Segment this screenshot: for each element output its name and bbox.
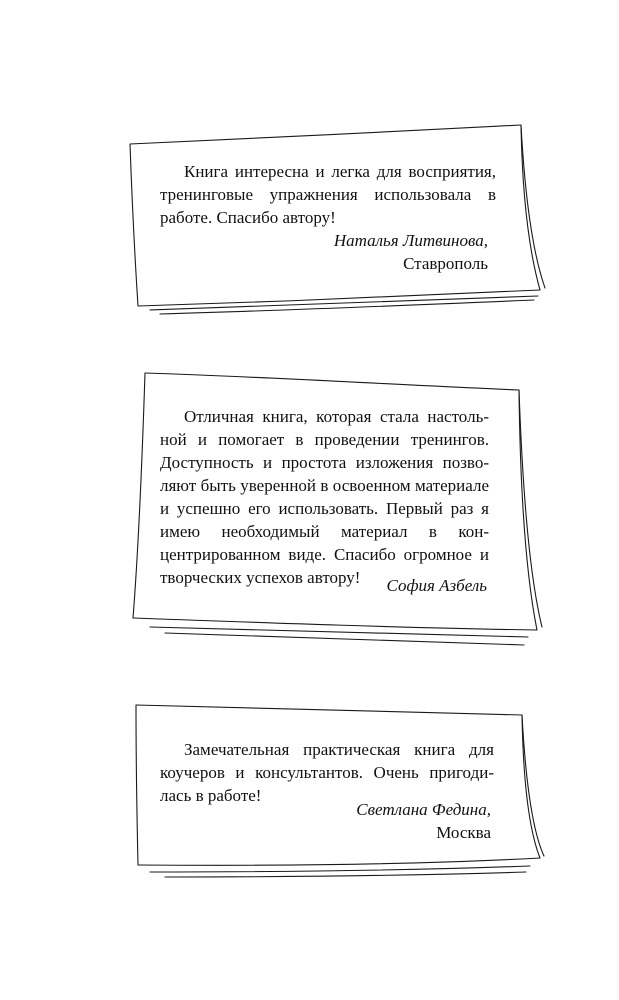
review-text: Замечательная практическая книга для коучеров и консультантов. Очень пригодилась в работе! xyxy=(160,740,494,805)
review-card-3 xyxy=(0,700,619,890)
review-author: Наталья Литвинова, xyxy=(333,231,488,250)
review-signature xyxy=(160,574,487,597)
review-signature xyxy=(160,229,488,275)
review-card-2 xyxy=(0,365,619,655)
review-author: София Азбель xyxy=(386,576,487,595)
review-city: Ставрополь xyxy=(403,254,488,273)
review-author: Светлана Федина, xyxy=(356,800,491,819)
review-signature xyxy=(160,798,491,844)
review-text: Книга интересна и легка для восприятия, тренинговые упражнения использовала в работе. Спасибо автору! xyxy=(160,162,496,227)
review-text: Отличная книга, которая стала настольной и помогает в проведении тренингов. Доступность и простота изложения позволяют быть уверенной в освоенном материале и успешно его использовать. Первый раз я имею необходимый материал в концентрированном виде. Спасибо огромное и творческих успехов автору! xyxy=(160,407,489,587)
review-card-1 xyxy=(0,120,619,320)
review-city: Москва xyxy=(436,823,491,842)
